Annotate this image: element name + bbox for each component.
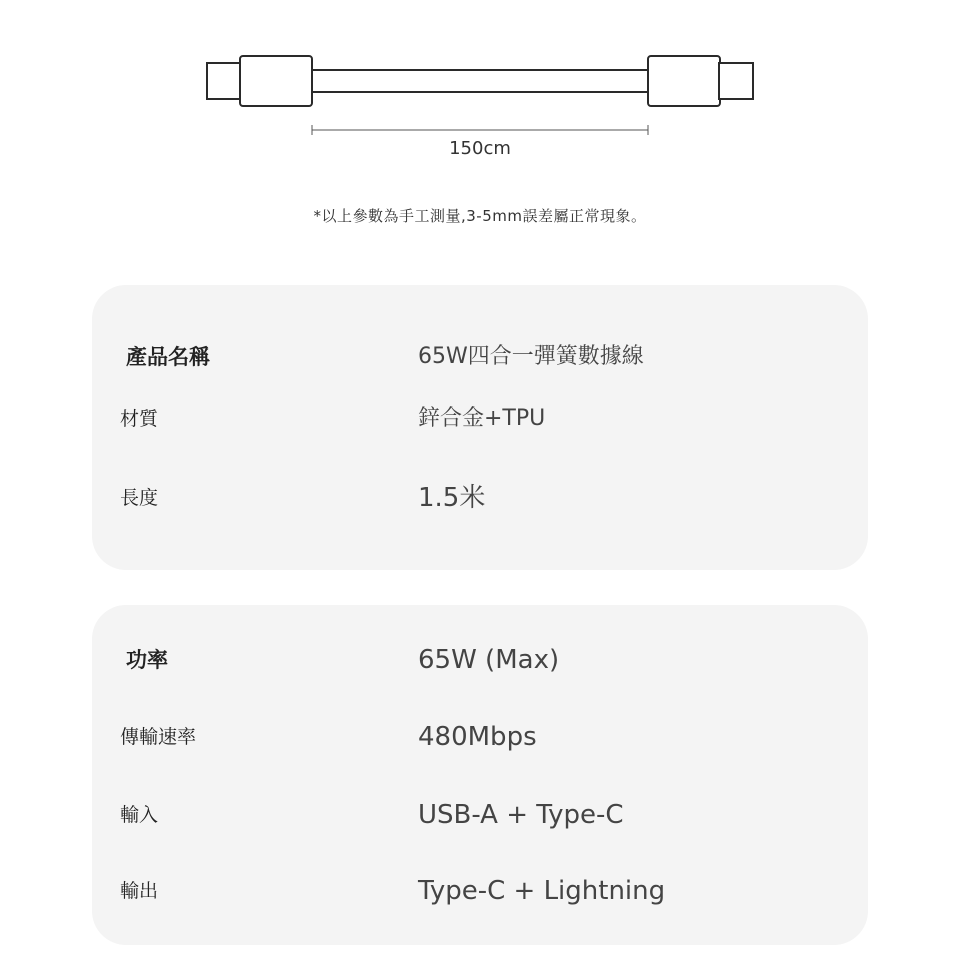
length-measure-label: 150cm <box>449 138 511 159</box>
measurement-disclaimer: *以上參數為手工測量,3-5mm誤差屬正常現象。 <box>313 207 647 225</box>
spec-card-electrical <box>92 605 868 945</box>
right-connector-tip <box>719 63 753 99</box>
spec-value: 65W四合一彈簧數據線 <box>418 344 644 369</box>
spec-label: 長度 <box>120 487 159 509</box>
spec-label: 材質 <box>120 408 159 430</box>
spec-row-power <box>92 640 868 680</box>
spec-card-basic <box>92 285 868 570</box>
spec-value: Type-C + Lightning <box>418 876 666 906</box>
left-connector-tip <box>207 63 241 99</box>
right-connector-body <box>648 56 720 106</box>
spec-value: 鋅合金+TPU <box>418 406 546 431</box>
cable-body <box>312 70 648 92</box>
spec-label: 輸出 <box>120 880 159 902</box>
spec-label: 功率 <box>126 648 168 672</box>
spec-value: 1.5米 <box>418 483 486 513</box>
cable-diagram <box>0 0 960 240</box>
spec-row-output <box>92 871 868 911</box>
left-connector-body <box>240 56 312 106</box>
spec-row-transfer-rate <box>92 717 868 757</box>
spec-value: 480Mbps <box>418 722 537 752</box>
spec-label: 輸入 <box>120 804 159 826</box>
spec-value: USB-A + Type-C <box>418 800 624 830</box>
spec-label: 傳輸速率 <box>120 726 197 748</box>
spec-row-input <box>92 795 868 835</box>
spec-row-material <box>92 399 868 439</box>
spec-value: 65W (Max) <box>418 645 560 675</box>
spec-label: 產品名稱 <box>126 345 210 369</box>
spec-row-length <box>92 478 868 518</box>
spec-row-product-name <box>92 337 868 377</box>
